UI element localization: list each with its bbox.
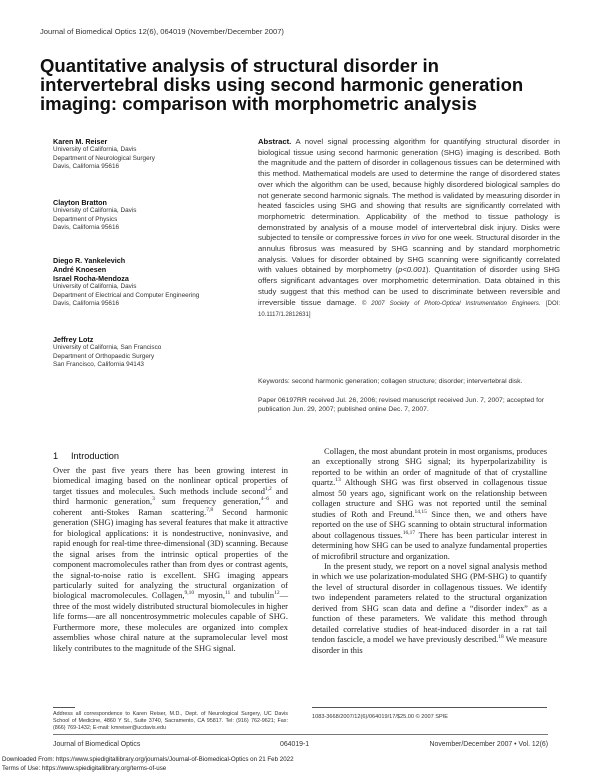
footnote-rule [53,707,75,708]
citation[interactable]: 11 [224,590,231,597]
author-name[interactable]: Karen M. Reiser [53,137,108,146]
affiliation-line: University of California, San Francisco [53,344,162,351]
paragraph: Over the past five years there has been growing interest in biomedical imaging based on the nonlinear optical properties of target tissues and molecules. Such methods include second$^{1,2}$ and third harmonic generation,$^3$ sum frequency generation,$^{4-6}$ and coherent anti-Stokes Raman scattering.$^{7,8}$ Second harmonic generation (SHG) imaging has several features that make it attractive for biological applications: it is nondestructive, noninvasive, and rapid enough for real-time three-dimensional (3D) scanning. Because the signal arises from the intrinsic optical properties of the component macromolecules rather than from dyes or contrast agents, the signal-to-noise ratio is excellent. SHG imaging appears particularly suited for analyzing the structural organization of biological macromolecules. Collagen,$^{9,10}$ myosin,$^{11}$ and tubulin$^{12}$—three of the most widely distributed structural biomolecules in higher life forms—are all noncentrosymmetric molecules capable of SHG. Furthermore more, these molecules are organized into complex assemblies whose chiral nature at the supramolecular level most likely contributes to the magnitude of the SHG signal. [53,465,289,653]
doi-link[interactable]: [DOI: 10.1117/1.2812631] [258,300,560,319]
affiliation-line: Davis, California 95616 [53,163,120,171]
author-name[interactable]: Jeffrey Lotz [53,335,94,344]
section-title: Introduction [71,451,120,461]
affiliation-line: University of California, Davis [53,283,137,290]
abstract-label: Abstract. [258,137,292,146]
citation[interactable]: 16,17 [402,529,416,536]
footer-page-number: 064019-1 [280,741,310,748]
citation[interactable]: 12 [274,590,280,597]
author-name[interactable]: Clayton Bratton [53,198,107,207]
abstract-text: A novel signal processing algorithm for quantifying structural disorder in biological tissue using second harmonic generation (SHG) imaging is described. Both the magnitude and the pattern of disorder in collagenous tissues can be determined with this method. Mathematical models are used to determine the range of disordered states over which the algorithm can be used, because highly disordered biological samples do not generate second harmonic signals. The method is validated by measuring disorder in heated fascicles using SHG and showing that results are significantly correlated with morphometric determination. Applicability of the method to tissue pathology is demonstrated by analysis of a mouse model of intervertebral disk injury. Disks were subjected to tensile or compressive forces [258,137,560,243]
author-name[interactable]: Diego R. Yankelevich [53,256,126,265]
abstract-text: for one week. Structural disorder in the annulus fibrosus was measured by SHG scanning and by standard morphometric analysis. Values for disorder obtained by SHG scanning were significantly correlated with values obtained by morphometry ( [258,233,561,275]
abstract [258,137,560,321]
download-notice[interactable]: Downloaded From: https://www.spiedigitallibrary.org/journals/Journal-of-Biomedical-Optics on 21 Feb 2022 [2,756,294,763]
citation[interactable]: 4–6 [260,496,270,503]
paragraph: Collagen, the most abundant protein in most organisms, produces an exceptionally strong SHG signal; its hyperpolarizability is reported to be within an order of magnitude of that of crystalline quartz.$^{13}$ Although SHG was first observed in collagenous tissue almost 50 years ago, significant work on the relationship between collagen structure and SHG was not reported until the seminal studies of Roth and Freund.$^{14,15}$ Since then, we and others have reported on the use of SHG scanning to obtain structural information about collagenous tissues.$^{16,17}$ There has been particular interest in determining how SHG can be used to analyze fundamental properties of microfibril structure and organization. [312,446,547,561]
author-block [53,256,253,309]
affiliation-line: Davis, California 95616 [53,300,120,308]
abstract-italic: in vivo [403,233,426,243]
affiliation-line: Davis, California 95616 [53,224,120,232]
copyright-rule [312,707,547,708]
citation[interactable]: 1,2 [264,486,272,493]
abstract-p-value: p<0.001 [397,265,426,275]
paper-title: Quantitative analysis of structural disorder in intervertebral disks using second harmonic generation imaging: comparison with morphometric analysis [40,55,524,114]
author-name[interactable]: Israel Rocha-Mendoza [53,274,129,283]
author-block [53,335,253,370]
affiliation-line: Department of Physics [53,215,118,223]
keywords: Keywords: second harmonic generation; collagen structure; disorder; intervertebral disk. [258,378,523,385]
body-column-right [312,446,547,655]
paper-history: Paper 06197RR received Jul. 26, 2006; revised manuscript received Jun. 7, 2007; accepted for publication Jun. 29, 2007; published online Dec. 7, 2007. [258,397,545,413]
citation[interactable]: 7,8 [206,507,214,513]
footer-date: November/December 2007 • Vol. 12(6) [429,741,548,748]
affiliation-line: San Francisco, California 94143 [53,361,144,369]
section-number: 1 [53,451,59,461]
citation[interactable]: 18 [498,634,504,641]
footer-rule [53,734,548,735]
author-block [53,198,253,233]
citation[interactable]: 9,10 [184,590,195,597]
citation[interactable]: 13 [335,477,341,484]
correspondence-address: Address all correspondence to Karen Reiser, M.D., Dept. of Neurological Surgery, UC Davis School of Medicine, 4860 Y St., Suite 3740, Sacramento, CA 95817. Tel: (916) 762-9621; Fax: (866) 769-1432; E-mail: kmreiser@ucdavis.edu [53,711,288,732]
citation[interactable]: 3 [152,496,155,503]
affiliation-line: Department of Neurological Surgery [53,154,155,162]
body-column-left [53,465,288,653]
affiliation-line: University of California, Davis [53,146,137,153]
author-block [53,137,253,172]
footer-journal: Journal of Biomedical Optics [53,741,141,748]
journal-header: Journal of Biomedical Optics 12(6), 064019 (November/December 2007) [40,27,284,36]
paragraph: In the present study, we report on a novel signal analysis method in which we use polarization-modulated SHG (PM-SHG) to quantify the level of structural disorder in collagenous tissues. We identify two independent parameters related to the structural organization derived from SHG scan data and define a “disorder index” as a function of these parameters. We validate this method through detailed correlative studies of heat-induced disorder in a rat tail tendon fascicle, a model we have previously described.$^{18}$ We measure disorder in this [312,560,547,655]
copyright-line: 1083-3668/2007/12(6)/064019/17/$25.00 © 2007 SPIE [312,714,448,720]
section-heading [53,451,119,461]
citation[interactable]: 14,15 [414,508,427,515]
abstract-copyright: © 2007 Society of Photo-Optical Instrumentation Engineers. [361,300,541,307]
affiliation-line: University of California, Davis [53,207,137,214]
affiliation-line: Department of Orthopaedic Surgery [53,352,155,360]
author-name[interactable]: André Knoesen [53,265,107,274]
affiliation-line: Department of Electrical and Computer Engineering [53,291,200,299]
abstract-text: ). Quantitation of disorder using SHG offers significant advantages over morphometric determination. Data obtained in this study suggest that this method can be used to discriminate between reversible and irreversible tissue damage. [258,265,560,307]
terms-of-use-link[interactable]: Terms of Use: https://www.spiedigitallibrary.org/terms-of-use [2,765,167,772]
